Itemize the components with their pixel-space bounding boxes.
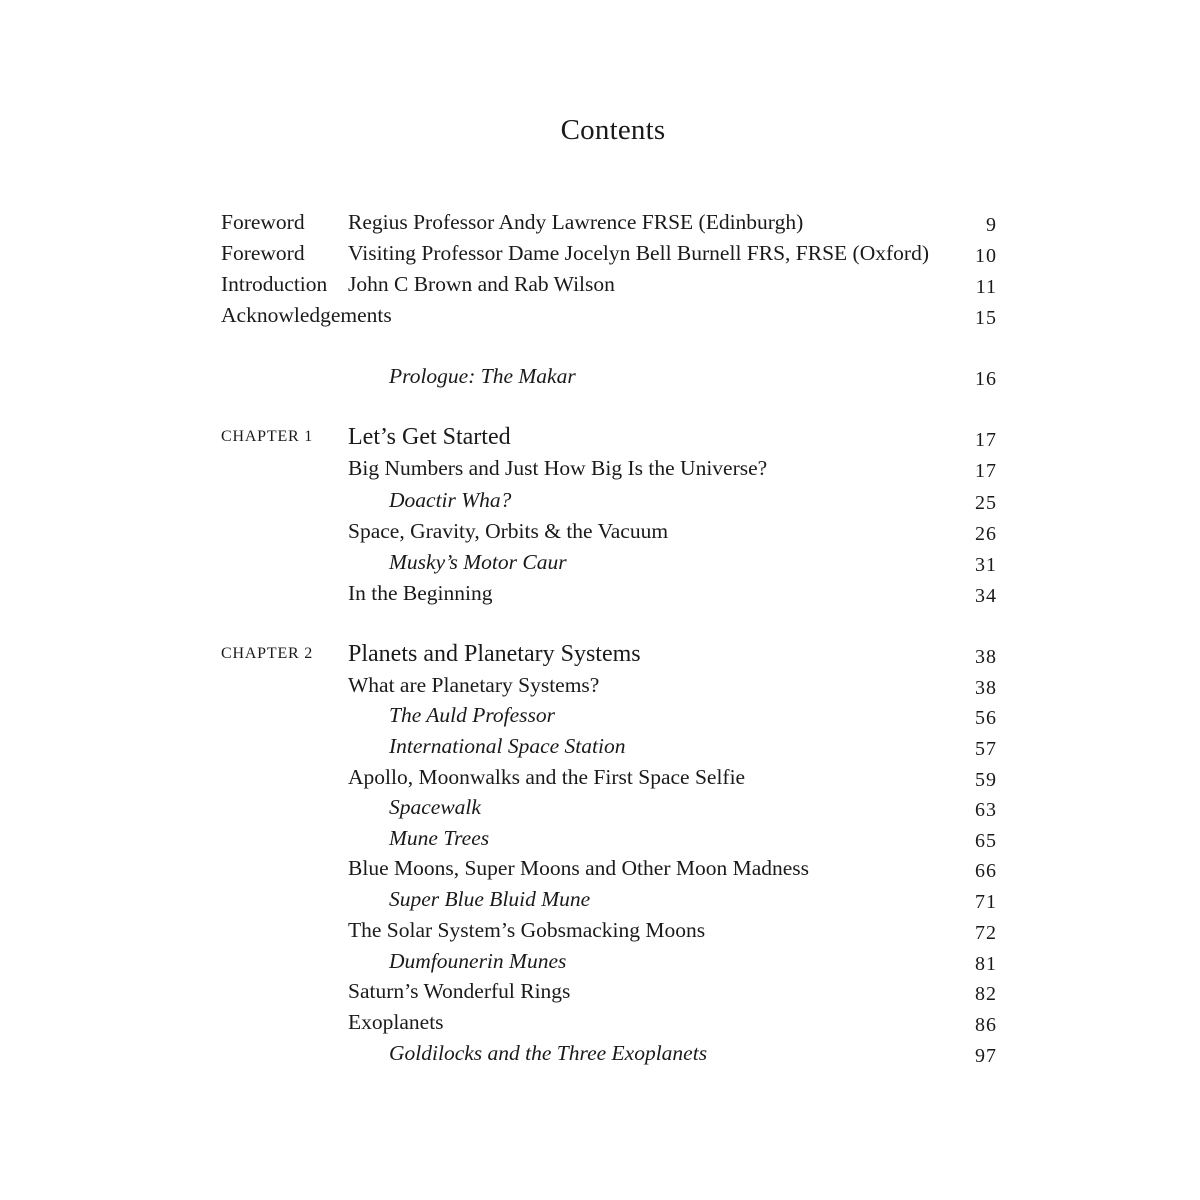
page-title: Contents bbox=[560, 114, 666, 146]
entry-text: In the Beginning bbox=[348, 581, 493, 605]
page-number: 97 bbox=[975, 1045, 997, 1067]
page-number: 65 bbox=[975, 830, 997, 852]
toc-entry[interactable] bbox=[221, 853, 997, 883]
page-number: 71 bbox=[975, 891, 997, 913]
page-number: 10 bbox=[975, 245, 997, 267]
page-number: 11 bbox=[975, 276, 997, 298]
entry-label: Foreword bbox=[221, 241, 305, 265]
toc-entry-acknowledgements[interactable] bbox=[221, 300, 997, 330]
toc-entry[interactable] bbox=[221, 976, 997, 1006]
toc-entry[interactable] bbox=[221, 1007, 997, 1037]
chapter-title: Let’s Get Started bbox=[348, 424, 511, 450]
toc-entry[interactable] bbox=[221, 762, 997, 792]
toc-entry-poem[interactable] bbox=[221, 946, 997, 976]
page-number: 63 bbox=[975, 799, 997, 821]
page-number: 82 bbox=[975, 983, 997, 1005]
toc-chapter-2[interactable] bbox=[221, 639, 997, 669]
toc-entry-poem[interactable] bbox=[221, 823, 997, 853]
entry-text: Apollo, Moonwalks and the First Space Selfie bbox=[348, 765, 746, 789]
toc-chapter-1[interactable] bbox=[221, 422, 997, 452]
page-number: 56 bbox=[975, 707, 997, 729]
entry-text: Saturn’s Wonderful Rings bbox=[348, 979, 571, 1003]
page-number: 26 bbox=[975, 523, 997, 545]
entry-text: International Space Station bbox=[389, 734, 626, 758]
toc-entry[interactable] bbox=[221, 516, 997, 546]
toc-entry[interactable] bbox=[221, 670, 997, 700]
entry-label: Foreword bbox=[221, 210, 305, 234]
toc-entry-poem[interactable] bbox=[221, 884, 997, 914]
chapter-label: CHAPTER 1 bbox=[221, 428, 314, 445]
entry-text: Goldilocks and the Three Exoplanets bbox=[389, 1041, 708, 1065]
entry-text: Big Numbers and Just How Big Is the Universe? bbox=[348, 456, 768, 480]
toc-entry-poem[interactable] bbox=[221, 792, 997, 822]
page-number: 25 bbox=[975, 492, 997, 514]
toc-entry[interactable] bbox=[221, 453, 997, 483]
page-number: 38 bbox=[975, 677, 997, 699]
page-number: 86 bbox=[975, 1014, 997, 1036]
toc-entry-poem[interactable] bbox=[221, 485, 997, 515]
entry-text: Exoplanets bbox=[348, 1010, 444, 1034]
entry-text: Doactir Wha? bbox=[389, 488, 512, 512]
entry-text: Dumfounerin Munes bbox=[389, 949, 567, 973]
entry-label: Acknowledgements bbox=[221, 303, 392, 327]
page-number: 72 bbox=[975, 922, 997, 944]
page-number: 66 bbox=[975, 860, 997, 882]
chapter-title: Planets and Planetary Systems bbox=[348, 641, 641, 667]
toc-entry[interactable] bbox=[221, 578, 997, 608]
entry-text: Musky’s Motor Caur bbox=[389, 550, 567, 574]
entry-text: Space, Gravity, Orbits & the Vacuum bbox=[348, 519, 669, 543]
page-number: 81 bbox=[975, 953, 997, 975]
page-number: 15 bbox=[975, 307, 997, 329]
page-number: 59 bbox=[975, 769, 997, 791]
chapter-label: CHAPTER 2 bbox=[221, 645, 314, 662]
entry-text: Blue Moons, Super Moons and Other Moon Madness bbox=[348, 856, 810, 880]
toc-entry-poem[interactable] bbox=[221, 700, 997, 730]
page-number: 17 bbox=[975, 460, 997, 482]
toc-entry-poem[interactable] bbox=[221, 1038, 997, 1068]
entry-text: Spacewalk bbox=[389, 795, 481, 819]
entry-text: The Solar System’s Gobsmacking Moons bbox=[348, 918, 706, 942]
entry-text: Regius Professor Andy Lawrence FRSE (Edinburgh) bbox=[348, 210, 804, 234]
page-number: 31 bbox=[975, 554, 997, 576]
toc-entry[interactable] bbox=[221, 915, 997, 945]
entry-text: John C Brown and Rab Wilson bbox=[348, 272, 615, 296]
entry-text: Mune Trees bbox=[389, 826, 490, 850]
entry-text: The Auld Professor bbox=[389, 703, 556, 727]
toc-entry-poem[interactable] bbox=[221, 547, 997, 577]
entry-text: Visiting Professor Dame Jocelyn Bell Burnell FRS, FRSE (Oxford) bbox=[348, 241, 929, 265]
page-number: 57 bbox=[975, 738, 997, 760]
toc-entry-foreword-2[interactable] bbox=[221, 238, 997, 268]
entry-text: What are Planetary Systems? bbox=[348, 673, 600, 697]
page-number: 9 bbox=[986, 214, 997, 236]
page-number: 34 bbox=[975, 585, 997, 607]
page-number: 38 bbox=[975, 646, 997, 668]
toc-entry-foreword-1[interactable] bbox=[221, 207, 997, 237]
page-number: 16 bbox=[975, 368, 997, 390]
entry-text: Prologue: The Makar bbox=[389, 364, 576, 388]
page-number: 17 bbox=[975, 429, 997, 451]
toc-entry-poem[interactable] bbox=[221, 731, 997, 761]
toc-entry-introduction[interactable] bbox=[221, 269, 997, 299]
entry-label: Introduction bbox=[221, 272, 328, 296]
toc-entry-prologue[interactable] bbox=[221, 361, 997, 391]
entry-text: Super Blue Bluid Mune bbox=[389, 887, 591, 911]
